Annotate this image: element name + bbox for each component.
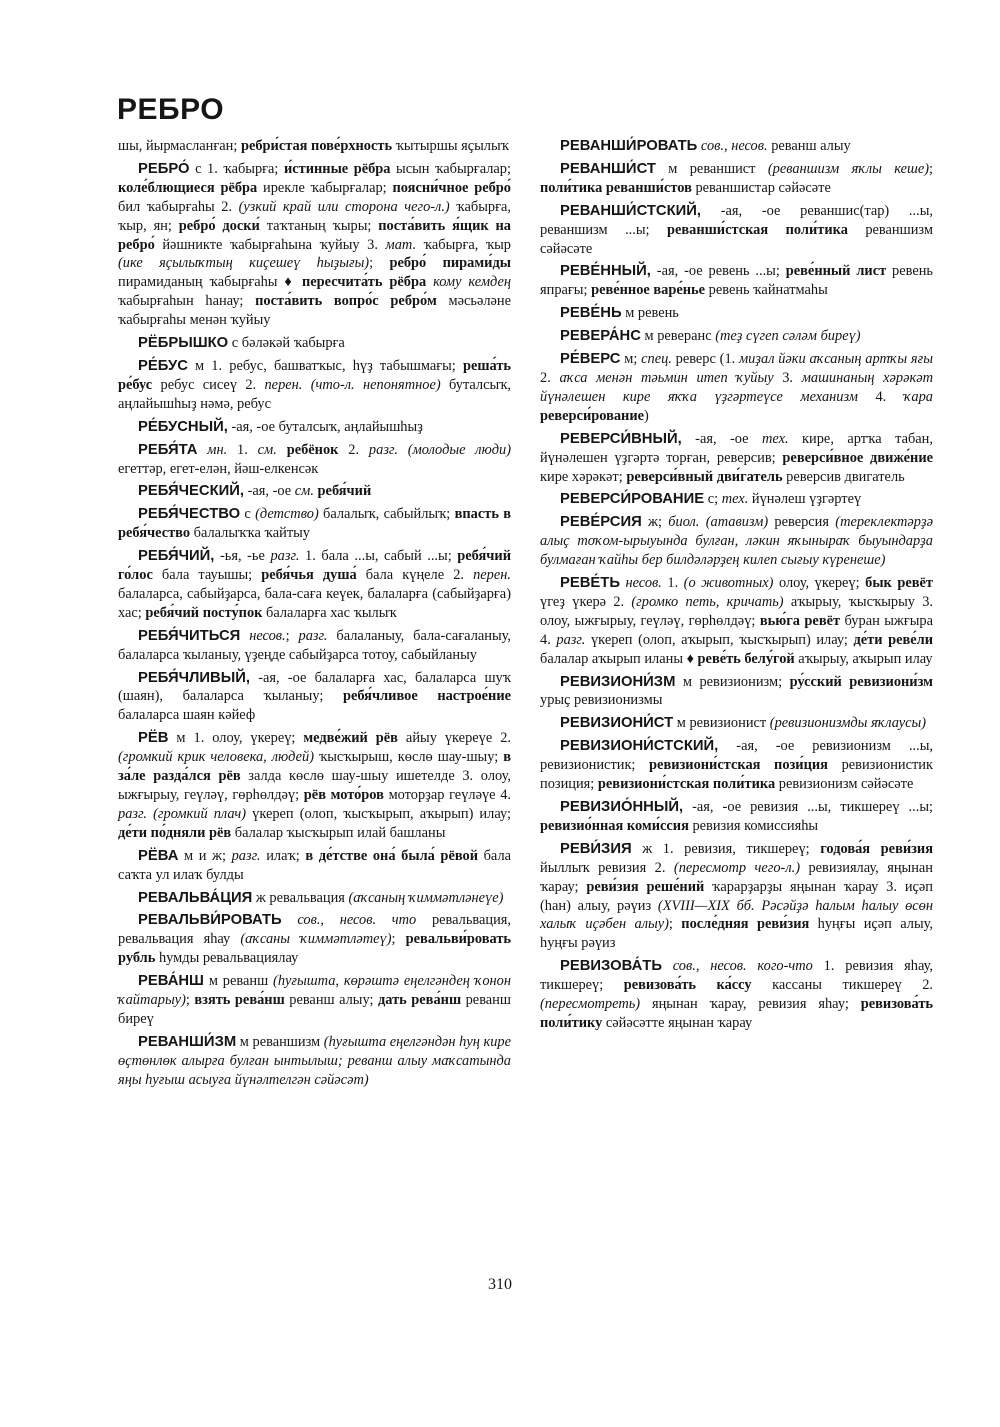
entry-revanshizm: РЕВАНШИ́ЗМ м реваншизм (һуғышта еңелгәндән һуң кире өҫтөнлөк алырға булған ынтылыш; реванш алыу маҡсатында яңы һуғыш асыуға йүнәлтелгән сәйәсәт) bbox=[118, 1033, 511, 1088]
headword: РЕВЕРА́НС bbox=[560, 328, 641, 345]
entry-rebyata: РЕБЯ́ТА мн. 1. см. ребёнок 2. разг. (молодые люди) егеттәр, егет-елән, йәш-елкенсәк bbox=[118, 441, 511, 477]
entry-reverans: РЕВЕРА́НС м реверанс (теҙ сүгеп сәләм биреү) bbox=[560, 328, 861, 345]
headword: РЕВЕ́ННЫЙ, bbox=[560, 263, 651, 280]
entry-rebus: РЕ́БУС м 1. ребус, башватҡыс, һүҙ табышмағы; реша́ть ре́бус ребус сисеү 2. перен. (что-л. непонятное) буталсыҡ, аңлайышһыҙ нәмә, ребус bbox=[118, 357, 512, 412]
entry-revalvatsiya: РЕВАЛЬВА́ЦИЯ ж ревальвация (аҡсаның ҡиммәтләнеүе) bbox=[138, 889, 504, 906]
headword: РЁВ bbox=[138, 730, 169, 747]
entry-rebyachi: РЕБЯ́ЧИЙ, -ья, -ье разг. 1. бала ...ы, сабый ...ы; ребя́чий го́лос бала тауышы; ребя́чья душа́ бала күңеле 2. перен. балаларса, сабыйҙарса, бала-саға кеүек, балаларға (сабыйҙарға) хас; ребя́чий посту́пок балаларға хас ҡылыҡ bbox=[118, 548, 511, 621]
entry-revizionizm: РЕВИЗИОНИ́ЗМ м ревизионизм; ру́сский ревизиони́зм урыҫ ревизионизмы bbox=[540, 673, 933, 709]
headword: РЕВЕ́НЬ bbox=[560, 305, 622, 322]
entry-revenny: РЕВЕ́ННЫЙ, -ая, -ое ревень ...ы; реве́нный лист ревень япрағы; реве́нное варе́нье ревень ҡайнатмаһы bbox=[540, 263, 933, 299]
headword: РЕБЯ́ЧИЙ, bbox=[138, 548, 215, 565]
entry-revansh: РЕВА́НШ м реванш (һуғышта, көрәштә еңелгәндең ҡонон ҡайтарыу); взять рева́нш реванш алыу; дать рева́нш реванш биреү bbox=[118, 973, 511, 1027]
entry-reviziya: РЕВИ́ЗИЯ ж 1. ревизия, тикшереү; годова́я реви́зия йыллыҡ ревизия 2. (пересмотр чего-л.) ревизиялау, яңынан ҡарау; реви́зия реше́ний ҡарарҙарҙы яңынан ҡарау 3. иҫәп (һан) алыу, рәүиз (XVIII—XIX бб. Рәсәйҙә һалым һалыу өсөн халыҡ иҫәбен алыу); после́дняя реви́зия һуңғы иҫәп алыу, һуңғы рәүиз bbox=[540, 840, 933, 952]
headword: РЕВИЗИОНИ́ЗМ bbox=[560, 673, 676, 690]
entry-rebyachlivy: РЕБЯ́ЧЛИВЫЙ, -ая, -ое балаларға хас, балаларса шуҡ (шаян), балаларса ҡыланыу; ребя́чливое настрое́ние балаларса шаян кәйеф bbox=[118, 669, 511, 724]
headword: РЕВЕРСИ́ВНЫЙ, bbox=[560, 430, 682, 447]
entry-rebusny: РЕ́БУСНЫЙ, -ая, -ое буталсыҡ, аңлайышһыҙ bbox=[138, 418, 423, 435]
entry-revet: РЕВЕ́ТЬ несов. 1. (о животных) олоу, үкереү; бык ревёт үгеҙ үкерә 2. (громко петь, кричать) аҡырыу, ҡысҡырыу 3. олоу, ыжғырыу, геүләү, гөрһөлдәү; вью́га ревёт буран ыжғыра 4. разг. үкереп (олоп, аҡырып, ҡысҡырып) илау; де́ти реве́ли балалар аҡырып иланы ♦ реве́ть белу́гой аҡырыу, аҡырып илау bbox=[540, 575, 934, 667]
headword: РЕБЯ́ЧЕСТВО bbox=[138, 506, 241, 523]
headword: РЁВА bbox=[138, 847, 179, 864]
headword: РЕВАЛЬВИ́РОВАТЬ bbox=[138, 912, 282, 929]
headword: РЕВИ́ЗИЯ bbox=[560, 840, 632, 857]
headword: РЕБЯ́ЧИТЬСЯ bbox=[138, 627, 241, 644]
headword: РЕВИЗИО́ННЫЙ, bbox=[560, 799, 684, 815]
entry-reven: РЕВЕ́НЬ м ревень bbox=[560, 305, 679, 322]
entry-ryobryshko: РЁБРЫШКО с бәләкәй ҡабырға bbox=[138, 335, 345, 352]
entry-revanshist: РЕВАНШИ́СТ м реваншист (реваншизм яҡлы кеше); поли́тика реванши́стов реваншистар сәйәсәте bbox=[540, 160, 933, 196]
headword: РЕВАНШИ́РОВАТЬ bbox=[560, 138, 698, 154]
headword: РЕ́БУС bbox=[138, 357, 188, 374]
headword: РЕВИЗИОНИ́СТ bbox=[560, 715, 674, 732]
headword: РЕБЯ́ЧЕСКИЙ, bbox=[138, 483, 245, 500]
entry-rebro: РЕБРО́ с 1. ҡабырға; и́стинные рёбра ысын ҡабырғалар; коле́блющиеся рёбра ирекле ҡабырғалар; поясни́чное ребро́ бил ҡабырғаһы 2. (узкий край или сторона чего-л.) ҡабырға, ҡыр, ян; ребро́ доски́ таҡтаның ҡыры; поста́вить я́щик на ребро́ йәшникте ҡабырғаһына ҡуйыу 3. мат. ҡабырға, ҡыр (ике яҫылыҡтың киҫешеү һыҙығы); ребро́ пирами́ды пирамиданың ҡабырғаһы ♦ пересчита́ть рёбра кому кемдең ҡабырғаһын һанау; поста́вить вопро́с ребро́м мәсьәләне ҡабырғаһы менән ҡуйыу bbox=[118, 160, 512, 329]
headword: РЕ́ВЕРС bbox=[560, 351, 621, 368]
headword: РЕВАНШИ́ЗМ bbox=[138, 1033, 237, 1050]
headword: РЕВИЗИОНИ́СТСКИЙ, bbox=[560, 738, 719, 755]
left-column bbox=[118, 137, 511, 1094]
headword: РЁБРЫШКО bbox=[138, 335, 229, 352]
headword: РЕВАНШИ́СТСКИЙ, bbox=[560, 202, 702, 219]
entry-continued: шы, йырмасланған; ребри́стая пове́рхность ҡытыршы яҫылыҡ bbox=[118, 138, 509, 154]
headword: РЕ́БУСНЫЙ, bbox=[138, 418, 228, 435]
entry-revizionist: РЕВИЗИОНИ́СТ м ревизионист (ревизионизмды яҡлаусы) bbox=[560, 715, 927, 732]
headword: РЕВАНШИ́СТ bbox=[560, 160, 656, 177]
entry-rebyacheski: РЕБЯ́ЧЕСКИЙ, -ая, -ое см. ребя́чий bbox=[138, 483, 372, 500]
headword: РЕВЕ́РСИЯ bbox=[560, 514, 642, 531]
entry-rebyachestvo: РЕБЯ́ЧЕСТВО с (детство) балалыҡ, сабыйлыҡ; впасть в ребя́чество балалыҡҡа ҡайтыу bbox=[118, 506, 511, 542]
entry-ryova: РЁВА м и ж; разг. илаҡ; в де́тстве она́ была́ рёвой бала саҡта ул илаҡ булды bbox=[118, 847, 512, 883]
entry-ryov: РЁВ м 1. олоу, үкереү; медве́жий рёв айыу үкереүе 2. (громкий крик человека, людей) ҡысҡырыш, көслө шау-шыу; в за́ле разда́лся рёв залда көслө шау-шыу ишетелде 3. олоу, ыжғырыу, геүләү, гөрһөлдәү; рёв мото́ров моторҙар геүләүе 4. разг. (громкий плач) үкереп (олоп, ҡысҡырып, аҡырып) илау; де́ти по́дняли рёв балалар ҡысҡырып илай башланы bbox=[118, 730, 511, 841]
entry-reversiya: РЕВЕ́РСИЯ ж; биол. (атавизм) реверсия (тереклектәрҙә алыҫ тоҡом-ырыуында булған, ләкин яҡынырaҡ быуындарҙа булмаған ҡайһы бер билдәләрҙең килеп сығыу күренеше) bbox=[540, 514, 933, 569]
headword: РЕВИЗОВА́ТЬ bbox=[560, 958, 662, 975]
entry-revanshistski: РЕВАНШИ́СТСКИЙ, -ая, -ое реваншис(тар) ...ы, реваншизм ...ы; реванши́стская поли́тика реваншизм сәйәсәте bbox=[540, 202, 933, 257]
entry-revizionistski: РЕВИЗИОНИ́СТСКИЙ, -ая, -ое ревизионизм ...ы, ревизионистик; ревизиони́стская пози́ция ревизионистик позиция; ревизиони́стская поли́тика ревизионизм сәйәсәте bbox=[540, 738, 934, 793]
headword: РЕБРО́ bbox=[138, 160, 190, 177]
page-number: 310 bbox=[488, 1276, 512, 1293]
headword: РЕВЕРСИ́РОВАНИЕ bbox=[560, 491, 705, 508]
entry-revizionny: РЕВИЗИО́ННЫЙ, -ая, -ое ревизия ...ы, тикшереү ...ы; ревизио́нная коми́ссия ревизия комиссияһы bbox=[540, 799, 933, 834]
right-column bbox=[540, 137, 933, 1037]
entry-revanshirovat: РЕВАНШИ́РОВАТЬ сов., несов. реванш алыу bbox=[560, 138, 851, 154]
headword: РЕВАЛЬВА́ЦИЯ bbox=[138, 889, 253, 906]
headword: РЕВА́НШ bbox=[138, 973, 204, 990]
entry-rebyachitsya: РЕБЯ́ЧИТЬСЯ несов.; разг. балаланыу, бала-сағаланыу, балаларса ҡыланыу, үҙеңде сабыйҙарса тотоу, сабыйланыу bbox=[118, 627, 511, 663]
headword: РЕВЕ́ТЬ bbox=[560, 575, 620, 592]
entry-revizovat: РЕВИЗОВА́ТЬ сов., несов. кого-что 1. ревизия яһау, тикшереү; ревизова́ть ка́ссу кассаны тикшереү 2. (пересмотреть) яңынан ҡарау, ревизия яһау; ревизова́ть поли́тику сәйәсәтте яңынан ҡарау bbox=[540, 958, 933, 1031]
headword: РЕБЯ́ЧЛИВЫЙ, bbox=[138, 669, 250, 686]
running-head: РЕБРО bbox=[117, 93, 225, 126]
headword: РЕБЯ́ТА bbox=[138, 441, 198, 458]
entry-revalvirovat: РЕВАЛЬВИ́РОВАТЬ сов., несов. что ревальвация, ревальвация яһау (аҡсаны ҡиммәтләтеү); ревальви́ровать рубль һумды ревальвациялау bbox=[118, 912, 511, 967]
entry-reversirovanie: РЕВЕРСИ́РОВАНИЕ с; тех. йүнәлеш үҙгәртеү bbox=[560, 491, 862, 508]
entry-revers: РЕ́ВЕРС м; спец. реверс (1. миҙал йәки аҡсаның артҡы яғы 2. аҡса менән тәьмин итеп ҡуйыу 3. машинаның хәрәкәт йүнәлешен кире яҡҡа үҙгәртеүсе механизм 4. ҡара реверси́рование) bbox=[540, 351, 933, 424]
entry-reversivny: РЕВЕРСИ́ВНЫЙ, -ая, -ое тех. кире, артҡа табан, йүнәлешен үҙгәртә торған, реверсив; реверси́вное движе́ние кире хәрәкәт; реверси́вный дви́гатель реверсив двигатель bbox=[540, 430, 933, 485]
